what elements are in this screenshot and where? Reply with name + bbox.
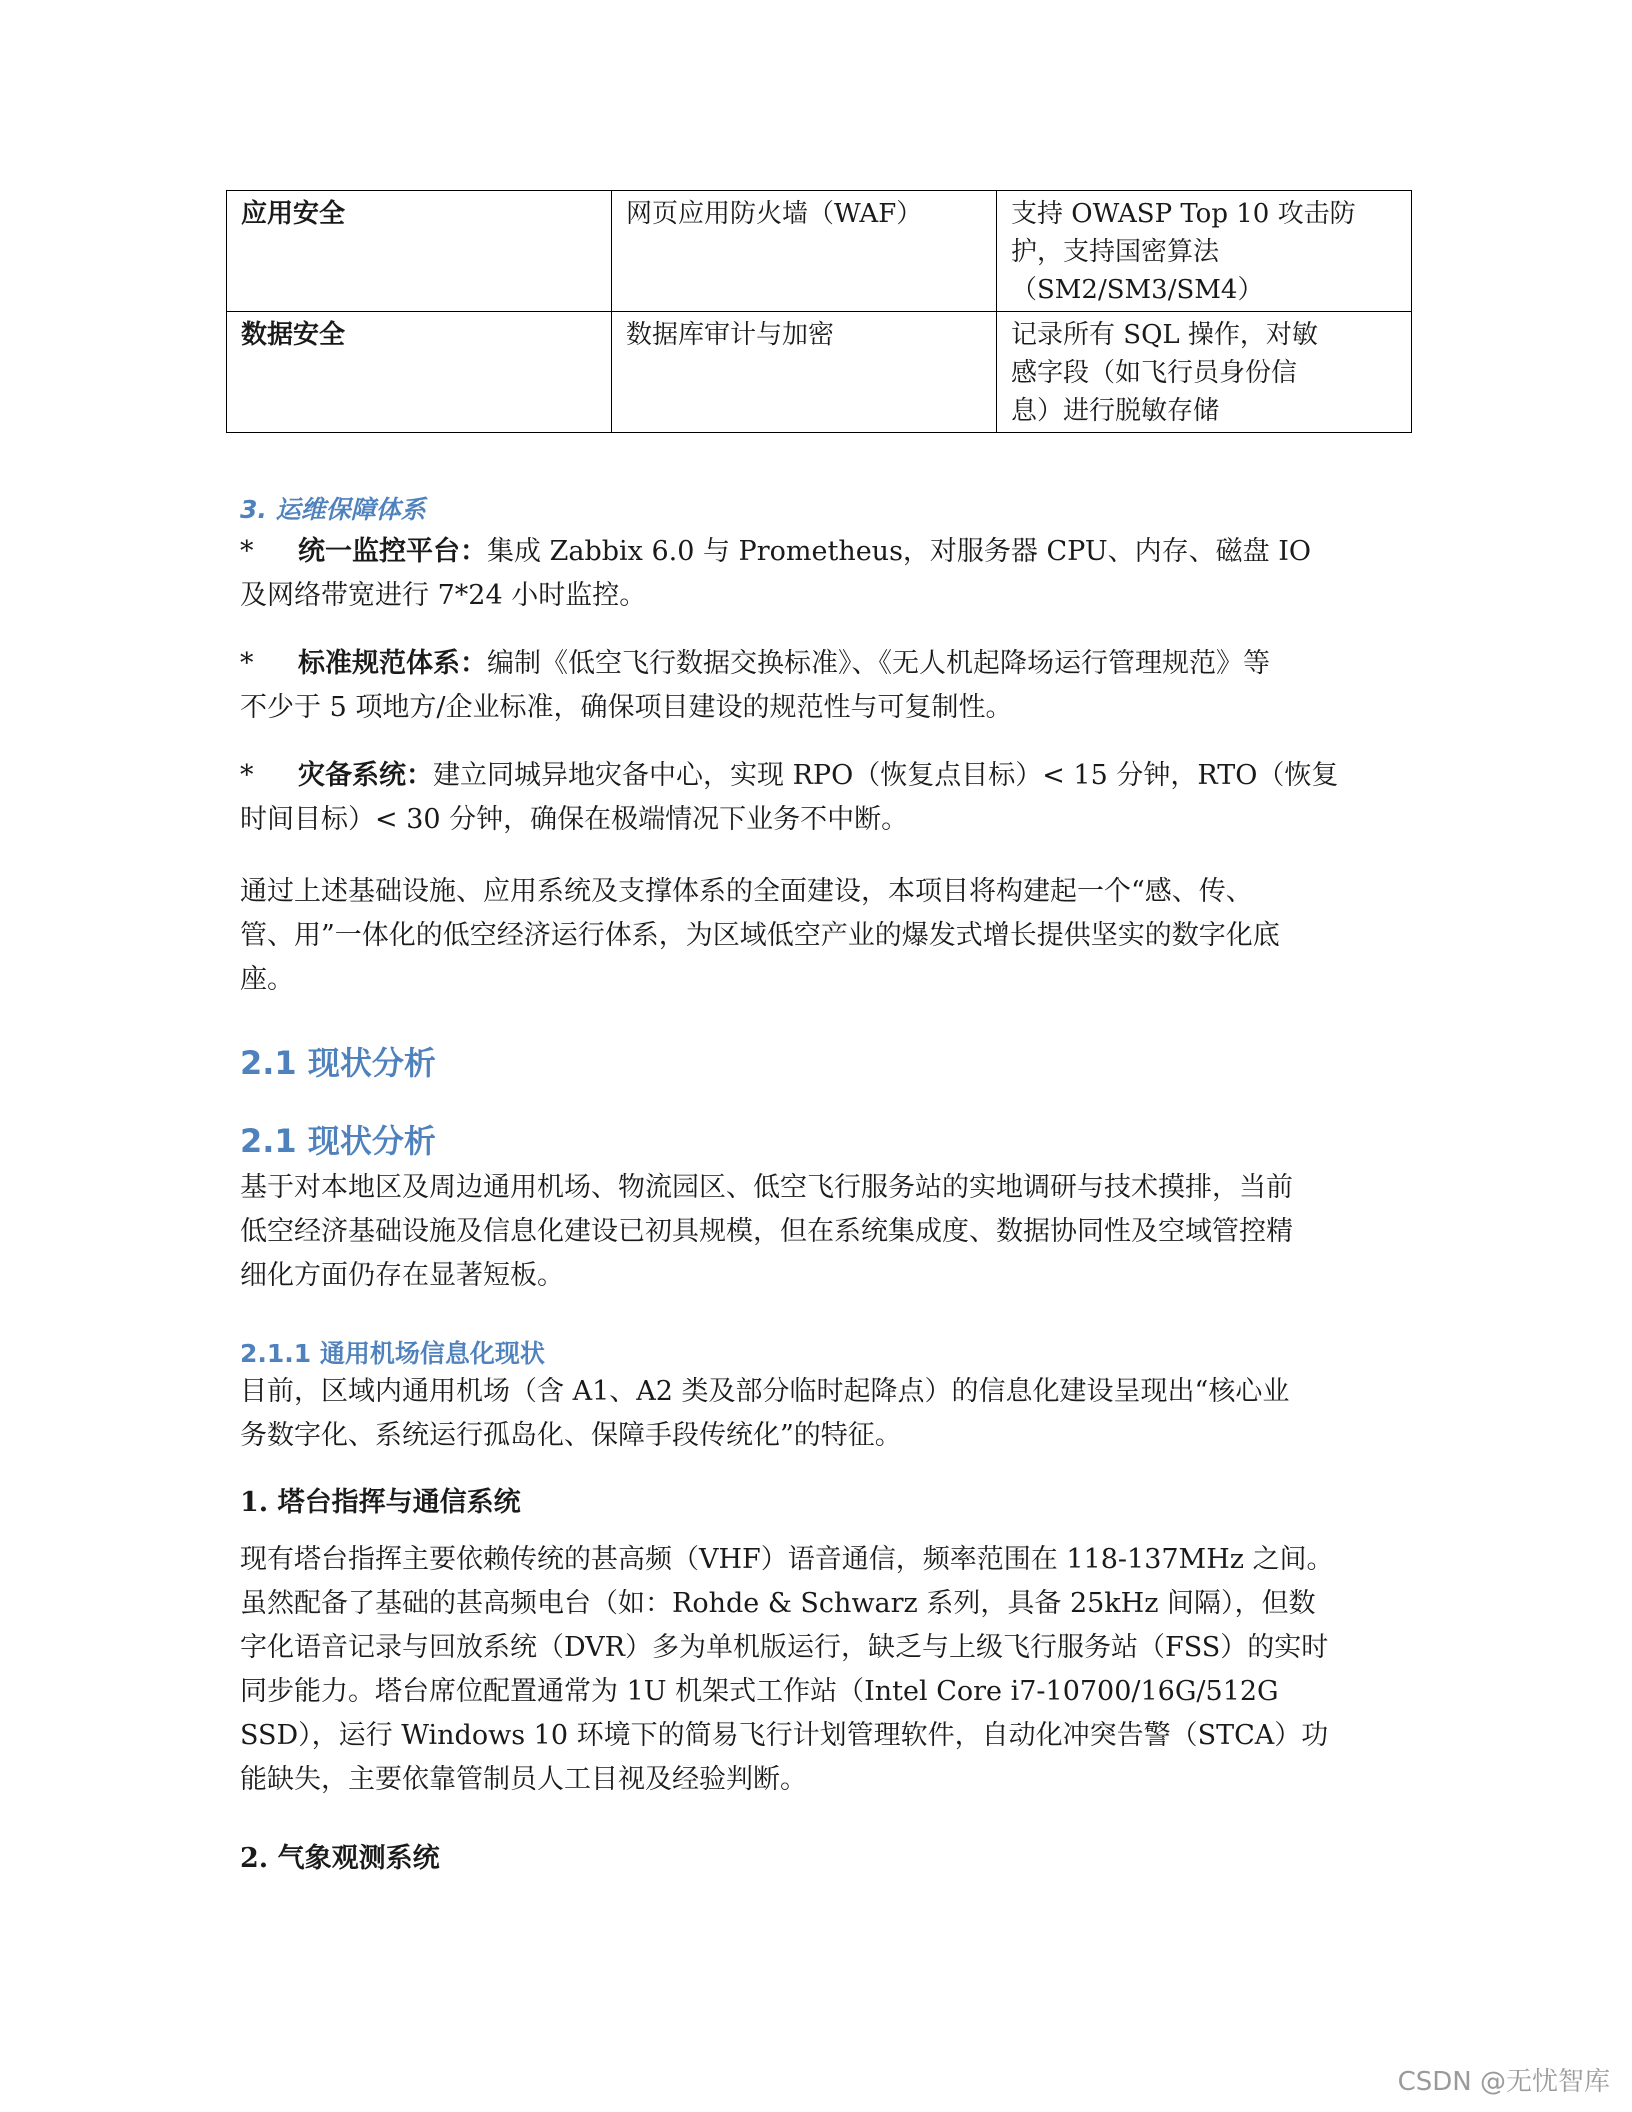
tower-line: 同步能力。塔台席位配置通常为 1U 机架式工作站（Intel Core i7-10700/16G/512G [240, 1676, 1279, 1707]
bullet-text: 集成 Zabbix 6.0 与 Prometheus，对服务器 CPU、内存、磁盘 IO [487, 536, 1312, 567]
summary-line: 通过上述基础设施、应用系统及支撑体系的全面建设，本项目将构建起一个“感、传、 [240, 876, 1253, 907]
table-cell-item: 网页应用防火墙（WAF） [612, 191, 997, 312]
item-heading-weather: 2. 气象观测系统 [240, 1843, 440, 1874]
summary-line: 座。 [240, 964, 294, 995]
desc-line: 记录所有 SQL 操作，对敏 [1011, 320, 1318, 350]
table-row [227, 312, 1412, 433]
desc-line: 支持 OWASP Top 10 攻击防 [1011, 199, 1356, 229]
section-heading-status-analysis-repeat: 2.1 现状分析 [240, 1122, 436, 1160]
table-cell-category: 应用安全 [227, 191, 612, 312]
table-row [227, 191, 1412, 312]
table-cell-item: 数据库审计与加密 [612, 312, 997, 433]
bullet-item [240, 754, 1390, 842]
summary-paragraph [240, 870, 1390, 1002]
intro-line: 基于对本地区及周边通用机场、物流园区、低空飞行服务站的实地调研与技术摸排，当前 [240, 1172, 1293, 1203]
subsection-intro-line: 目前，区域内通用机场（含 A1、A2 类及部分临时起降点）的信息化建设呈现出“核心业 [240, 1376, 1290, 1407]
tower-line: 能缺失，主要依靠管制员人工目视及经验判断。 [240, 1764, 807, 1795]
subsection-intro-line: 务数字化、系统运行孤岛化、保障手段传统化”的特征。 [240, 1420, 902, 1451]
bullet-star: * [240, 536, 254, 567]
bullet-item [240, 642, 1390, 730]
bullet-text-cont: 不少于 5 项地方/企业标准，确保项目建设的规范性与可复制性。 [240, 692, 1013, 723]
bullet-text: 编制《低空飞行数据交换标准》、《无人机起降场运行管理规范》等 [487, 648, 1270, 679]
bullet-text: 建立同城异地灾备中心，实现 RPO（恢复点目标）< 15 分钟，RTO（恢复 [433, 760, 1339, 791]
tower-line: 虽然配备了基础的甚高频电台（如：Rohde & Schwarz 系列，具备 25kHz 间隔），但数 [240, 1588, 1316, 1619]
intro-paragraph [240, 1166, 1390, 1298]
bullet-label: 标准规范体系： [298, 648, 487, 679]
desc-line: （SM2/SM3/SM4） [1011, 275, 1264, 305]
desc-line: 护，支持国密算法 [1011, 237, 1220, 267]
bullet-label: 统一监控平台： [298, 536, 487, 567]
table-cell-category: 数据安全 [227, 312, 612, 433]
intro-line: 低空经济基础设施及信息化建设已初具规模，但在系统集成度、数据协同性及空域管控精 [240, 1216, 1293, 1247]
bullet-item [240, 530, 1390, 618]
bullet-text-cont: 时间目标）< 30 分钟，确保在极端情况下业务不中断。 [240, 804, 909, 835]
subsection-heading-airport: 2.1.1 通用机场信息化现状 [240, 1339, 545, 1368]
intro-line: 细化方面仍存在显著短板。 [240, 1260, 564, 1291]
tower-line: 现有塔台指挥主要依赖传统的甚高频（VHF）语音通信，频率范围在 118-137MHz 之间。 [240, 1544, 1334, 1575]
desc-line: 息）进行脱敏存储 [1011, 396, 1220, 426]
subsection-intro [240, 1370, 1390, 1458]
table-cell-desc [997, 191, 1412, 312]
bullet-star: * [240, 760, 254, 791]
summary-line: 管、用”一体化的低空经济运行体系，为区域低空产业的爆发式增长提供坚实的数字化底 [240, 920, 1280, 951]
bullet-star: * [240, 648, 254, 679]
table-cell-desc [997, 312, 1412, 433]
item-heading-tower: 1. 塔台指挥与通信系统 [240, 1487, 521, 1518]
security-table [226, 190, 1412, 433]
tower-paragraph [240, 1538, 1390, 1802]
bullet-label: 灾备系统： [298, 760, 433, 791]
watermark: CSDN @无忧智库 [1397, 2067, 1610, 2097]
tower-line: 字化语音记录与回放系统（DVR）多为单机版运行，缺乏与上级飞行服务站（FSS）的实时 [240, 1632, 1329, 1663]
bullet-text-cont: 及网络带宽进行 7*24 小时监控。 [240, 580, 647, 611]
desc-line: 感字段（如飞行员身份信 [1011, 358, 1298, 388]
section-heading-status-analysis: 2.1 现状分析 [240, 1044, 436, 1082]
section-heading-ops: 3. 运维保障体系 [240, 495, 426, 524]
tower-line: SSD），运行 Windows 10 环境下的简易飞行计划管理软件，自动化冲突告警（STCA）功 [240, 1720, 1329, 1751]
